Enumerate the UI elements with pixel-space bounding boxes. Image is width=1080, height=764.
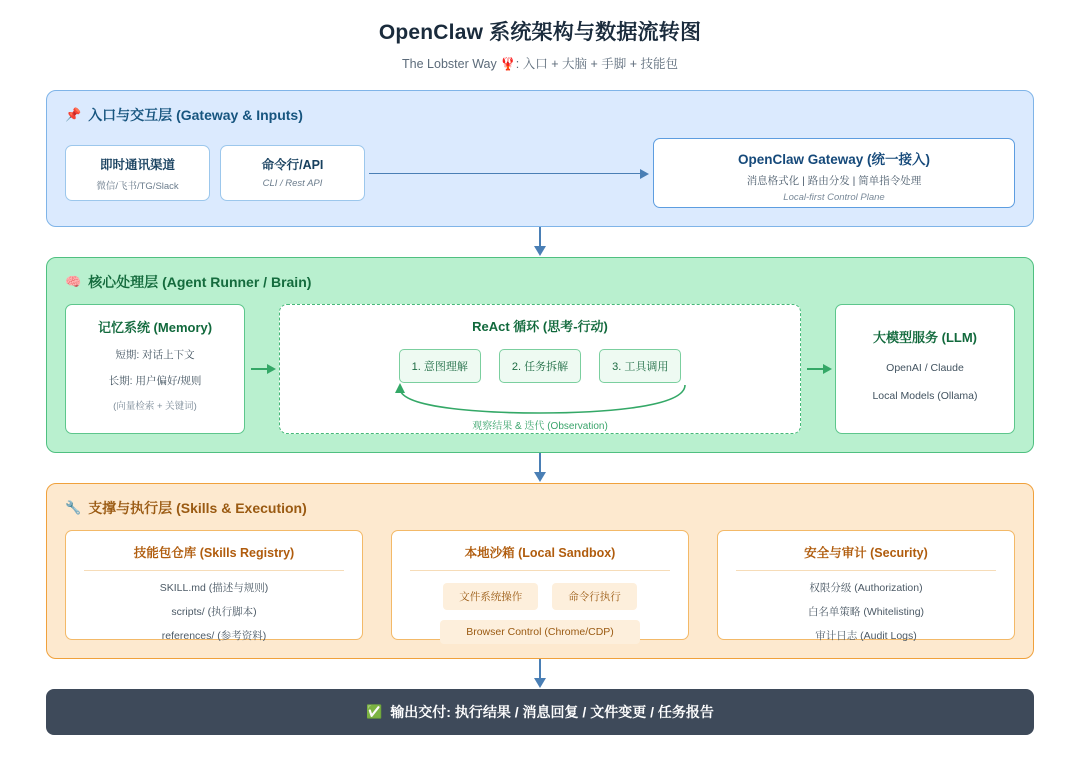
arrow-head [534, 678, 546, 688]
wrench-icon: 🔧 [65, 500, 82, 515]
check-icon: ✅ [366, 704, 383, 719]
sandbox-chip-filesystem[interactable]: 文件系统操作 [443, 583, 538, 610]
layer-skills [46, 483, 1034, 659]
card-local-sandbox[interactable] [391, 530, 689, 640]
card-llm[interactable] [835, 304, 1015, 434]
skills-registry-line-3: references/ (参考资料) [161, 630, 267, 642]
layer-skills-title [65, 498, 1015, 518]
brain-row [65, 304, 1015, 434]
card-skills-registry[interactable] [65, 530, 363, 640]
card-cli-api[interactable] [220, 145, 365, 201]
gateway-sub2: Local-first Control Plane [783, 192, 885, 203]
layer-gateway-title-text: 入口与交互层 (Gateway & Inputs) [88, 107, 303, 123]
arrow-inputs-to-gateway [369, 173, 649, 174]
security-line-2: 白名单策略 (Whitelisting) [807, 606, 925, 618]
arrow-head [534, 472, 546, 482]
memory-line-2: 长期: 用户偏好/规则 [108, 375, 202, 387]
skills-registry-line-2: scripts/ (执行脚本) [171, 606, 257, 618]
loop-arrow-icon [390, 383, 690, 417]
arrow-head [267, 364, 276, 374]
layer-brain [46, 257, 1034, 453]
memory-line-3: (向量检索 + 关键词) [113, 401, 197, 412]
card-react-loop[interactable] [279, 304, 801, 434]
card-cli-api-title: 命令行/API [261, 158, 324, 172]
arrow-layer1-to-layer2 [46, 227, 1034, 257]
brain-icon: 🧠 [65, 274, 82, 289]
card-security[interactable] [717, 530, 1015, 640]
arrow-layer3-to-footer [46, 659, 1034, 689]
react-steps [280, 349, 800, 383]
react-title: ReAct 循环 (思考-行动) [472, 319, 608, 334]
arrow-head [823, 364, 832, 374]
layer-brain-title-text: 核心处理层 (Agent Runner / Brain) [88, 274, 312, 290]
card-cli-api-sub: CLI / Rest API [262, 178, 323, 189]
react-step-1[interactable]: 1. 意图理解 [399, 349, 481, 383]
card-im-channels[interactable] [65, 145, 210, 201]
pin-icon: 📌 [65, 107, 82, 122]
layer-gateway [46, 90, 1034, 227]
llm-title: 大模型服务 (LLM) [873, 330, 977, 345]
output-delivery-bar [46, 689, 1034, 735]
sandbox-chip-shell[interactable]: 命令行执行 [552, 583, 637, 610]
layer-brain-title [65, 272, 1015, 292]
gateway-row [65, 138, 1015, 208]
card-memory[interactable] [65, 304, 245, 434]
title-rest: 系统架构与数据流转图 [483, 21, 702, 44]
page-title [46, 0, 1034, 46]
arrow-head [640, 169, 649, 179]
arrow-line [539, 227, 541, 247]
arrow-line [369, 173, 641, 175]
card-im-channels-title: 即时通讯渠道 [99, 158, 175, 172]
arrow-react-to-llm [801, 304, 835, 434]
local-sandbox-title: 本地沙箱 (Local Sandbox) [410, 543, 670, 571]
llm-line-1: OpenAI / Claude [886, 362, 964, 374]
arrow-memory-to-react [245, 304, 279, 434]
security-line-1: 权限分级 (Authorization) [809, 582, 923, 594]
arrow-line [539, 453, 541, 473]
react-observation-label: 观察结果 & 迭代 (Observation) [472, 421, 608, 432]
arrow-line [539, 659, 541, 679]
arrow-head [534, 246, 546, 256]
gateway-sub: 消息格式化 | 路由分发 | 简单指令处理 [746, 175, 922, 187]
sandbox-chip-browser[interactable]: Browser Control (Chrome/CDP) [440, 620, 640, 644]
card-openclaw-gateway[interactable] [653, 138, 1015, 208]
gateway-title: OpenClaw Gateway (统一接入) [737, 152, 931, 167]
skills-row [65, 530, 1015, 640]
card-im-channels-sub: 微信/飞书/TG/Slack [96, 181, 179, 192]
skills-registry-title: 技能包仓库 (Skills Registry) [84, 543, 344, 571]
memory-title: 记忆系统 (Memory) [97, 320, 213, 335]
layer-gateway-title [65, 105, 1015, 125]
react-step-2[interactable]: 2. 任务拆解 [499, 349, 581, 383]
react-step-3[interactable]: 3. 工具调用 [599, 349, 681, 383]
llm-line-2: Local Models (Ollama) [872, 390, 978, 402]
page-subtitle: The Lobster Way 🦞: 入口 + 大脑 + 手脚 + 技能包 [402, 57, 678, 71]
memory-line-1: 短期: 对话上下文 [115, 349, 195, 361]
security-line-3: 审计日志 (Audit Logs) [815, 630, 917, 642]
layer-skills-title-text: 支撑与执行层 (Skills & Execution) [88, 500, 307, 516]
skills-registry-line-1: SKILL.md (描述与规则) [159, 582, 269, 594]
arrow-layer2-to-layer3 [46, 453, 1034, 483]
sandbox-chip-row [392, 583, 688, 610]
title-strong: OpenClaw [378, 21, 484, 44]
security-title: 安全与审计 (Security) [736, 543, 996, 571]
output-delivery-text: 输出交付: 执行结果 / 消息回复 / 文件变更 / 任务报告 [390, 704, 714, 720]
